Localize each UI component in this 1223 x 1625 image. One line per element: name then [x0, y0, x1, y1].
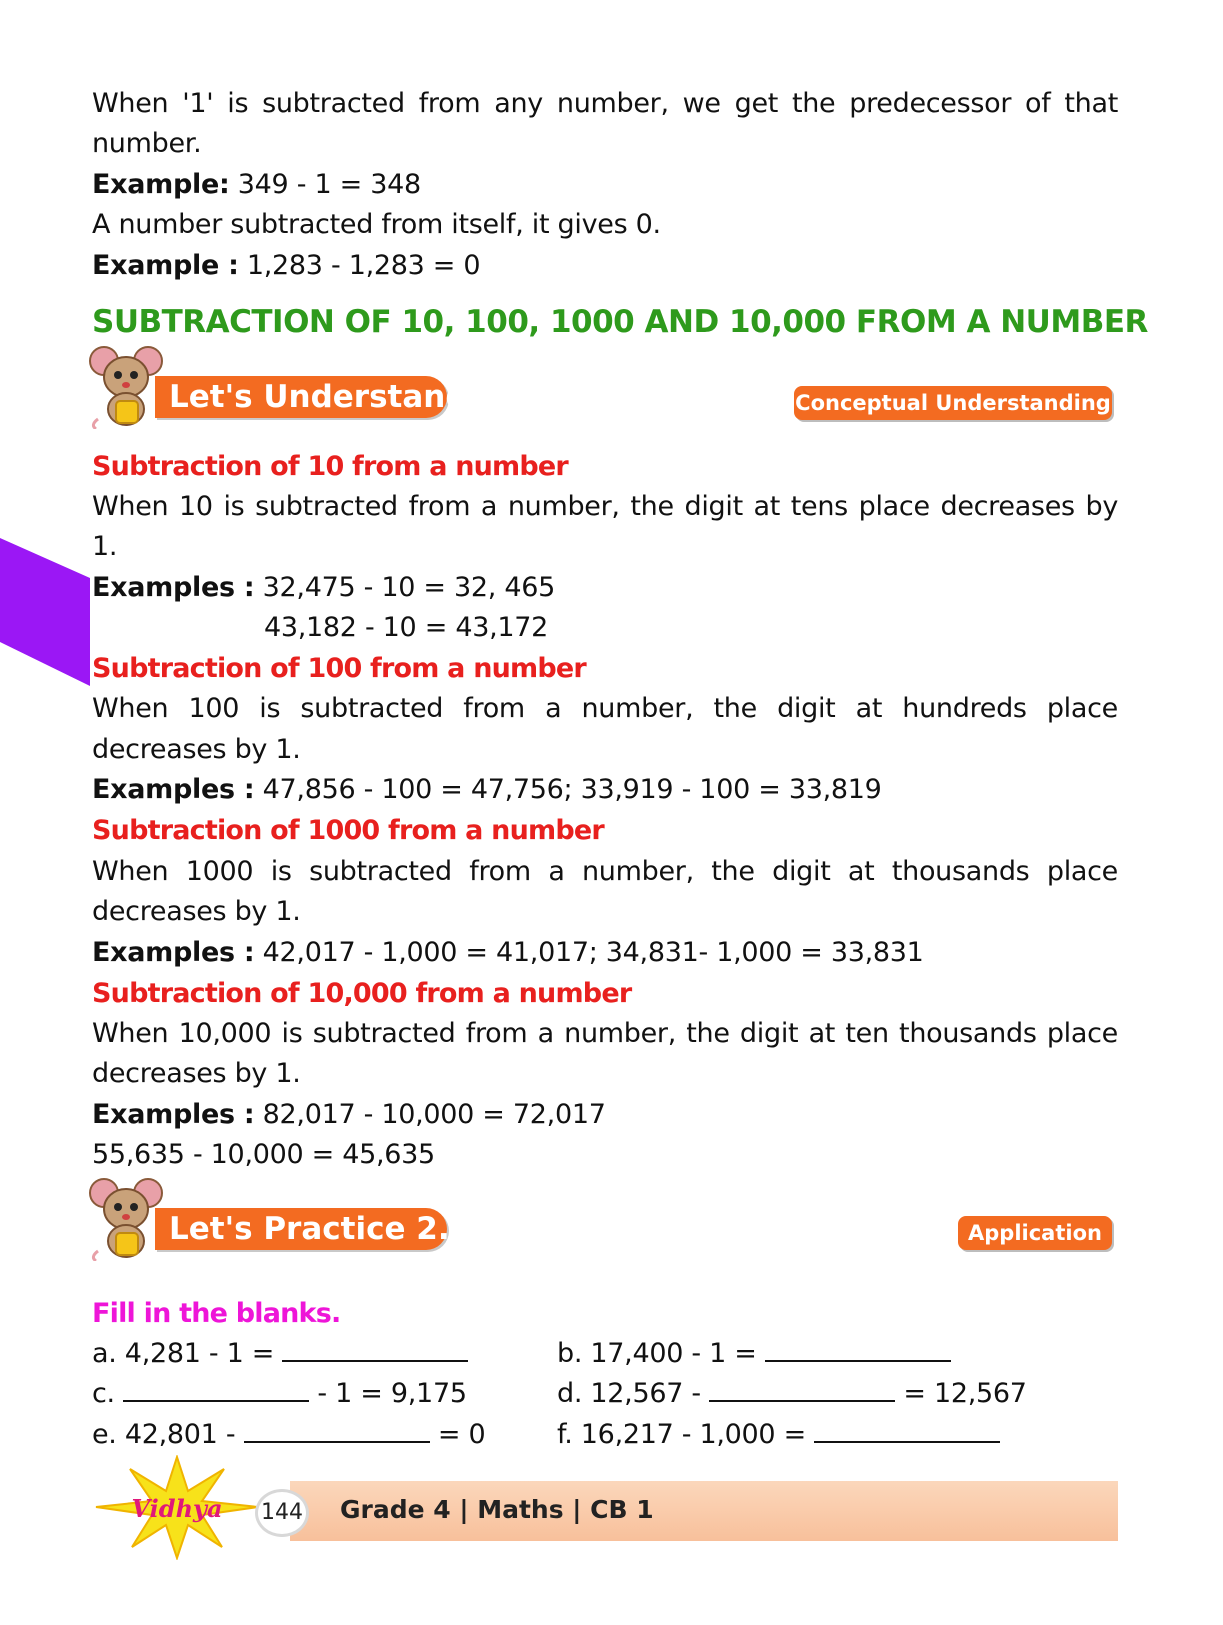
application-tag: Application — [958, 1216, 1112, 1250]
sub10000-example-2: 55,635 - 10,000 = 45,635 — [92, 1139, 435, 1170]
examples-label: Examples : — [92, 1099, 255, 1130]
examples-value: 42,017 - 1,000 = 41,017; 34,831- 1,000 = 33,831 — [254, 937, 924, 968]
mouse-mascot-icon — [88, 1177, 164, 1261]
exercise-e — [92, 1415, 485, 1455]
intro-example-1 — [92, 165, 1118, 205]
sub10-example-1 — [92, 568, 1118, 608]
page-number: 144 — [255, 1489, 309, 1537]
exercise-c-text-end: - 1 = 9,175 — [309, 1378, 467, 1409]
example-value: 1,283 - 1,283 = 0 — [238, 250, 481, 281]
lets-understand-banner — [155, 376, 468, 418]
sub100-examples — [92, 770, 1118, 810]
example-value: 82,017 - 10,000 = 72,017 — [254, 1099, 606, 1130]
sub100-line-1: When 100 is subtracted from a number, the digit at hundreds place — [92, 693, 1118, 724]
sub1000-examples — [92, 933, 1118, 973]
vidhya-logo — [92, 1455, 262, 1560]
exercise-d-text: d. 12,567 - — [557, 1378, 710, 1409]
section-heading: SUBTRACTION OF 10, 100, 1000 AND 10,000 FROM A NUMBER — [92, 304, 1148, 340]
examples-value: 47,856 - 100 = 47,756; 33,919 - 100 = 33,819 — [254, 774, 882, 805]
sub10-example-2: 43,182 - 10 = 43,172 — [264, 612, 548, 643]
sub10-line-1: When 10 is subtracted from a number, the digit at tens place decreases by — [92, 491, 1118, 522]
footer-text: Grade 4 | Maths | CB 1 — [340, 1495, 654, 1524]
answer-blank[interactable] — [814, 1417, 1000, 1443]
examples-label: Examples : — [92, 774, 255, 805]
example-label: Example: — [92, 169, 230, 200]
sub10000-example-1 — [92, 1095, 1118, 1135]
sub10000-line-2: decreases by 1. — [92, 1058, 301, 1089]
answer-blank[interactable] — [709, 1376, 895, 1402]
exercise-a — [92, 1334, 468, 1374]
banner-label: Let's Understand — [169, 379, 468, 415]
subheading-sub1000: Subtraction of 1000 from a number — [92, 815, 604, 846]
intro-line-3: A number subtracted from itself, it gives 0. — [92, 209, 661, 240]
sub1000-line-2: decreases by 1. — [92, 896, 301, 927]
sub100-line-2: decreases by 1. — [92, 734, 301, 765]
conceptual-understanding-tag: Conceptual Understanding — [794, 386, 1112, 420]
exercise-f-text: f. 16,217 - 1,000 = — [557, 1419, 815, 1450]
exercise-e-text-end: = 0 — [429, 1419, 486, 1450]
exercise-instruction: Fill in the blanks. — [92, 1298, 341, 1329]
answer-blank[interactable] — [123, 1376, 309, 1402]
exercise-e-text: e. 42,801 - — [92, 1419, 244, 1450]
exercise-b-text: b. 17,400 - 1 = — [557, 1338, 765, 1369]
sub10-line-2: 1. — [92, 531, 118, 562]
side-tab-decoration — [0, 538, 90, 686]
examples-label: Examples : — [92, 937, 255, 968]
subheading-sub100: Subtraction of 100 from a number — [92, 653, 586, 684]
mouse-mascot-icon — [88, 345, 164, 429]
exercise-d — [557, 1374, 1027, 1414]
exercise-f — [557, 1415, 1000, 1455]
answer-blank[interactable] — [765, 1336, 951, 1362]
sub10000-line-1: When 10,000 is subtracted from a number, the digit at ten thousands place — [92, 1018, 1118, 1049]
intro-line-2: number. — [92, 128, 202, 159]
banner-label: Let's Practice 2.9 — [169, 1211, 472, 1247]
logo-text: Vidhya — [131, 1494, 223, 1523]
exercise-b — [557, 1334, 951, 1374]
exercise-c — [92, 1374, 467, 1414]
lets-practice-banner — [155, 1208, 472, 1250]
intro-line-1: When '1' is subtracted from any number, we get the predecessor of that — [92, 88, 1118, 119]
example-value: 32,475 - 10 = 32, 465 — [254, 572, 555, 603]
sub1000-line-1: When 1000 is subtracted from a number, the digit at thousands place — [92, 856, 1118, 887]
exercise-d-text-end: = 12,567 — [895, 1378, 1027, 1409]
answer-blank[interactable] — [282, 1336, 468, 1362]
examples-label: Examples : — [92, 572, 255, 603]
intro-example-2 — [92, 246, 1118, 286]
subheading-sub10: Subtraction of 10 from a number — [92, 451, 568, 482]
exercise-c-text: c. — [92, 1378, 124, 1409]
subheading-sub10000: Subtraction of 10,000 from a number — [92, 978, 632, 1009]
example-label: Example : — [92, 250, 239, 281]
example-value: 349 - 1 = 348 — [229, 169, 421, 200]
answer-blank[interactable] — [244, 1417, 430, 1443]
exercise-a-text: a. 4,281 - 1 = — [92, 1338, 283, 1369]
